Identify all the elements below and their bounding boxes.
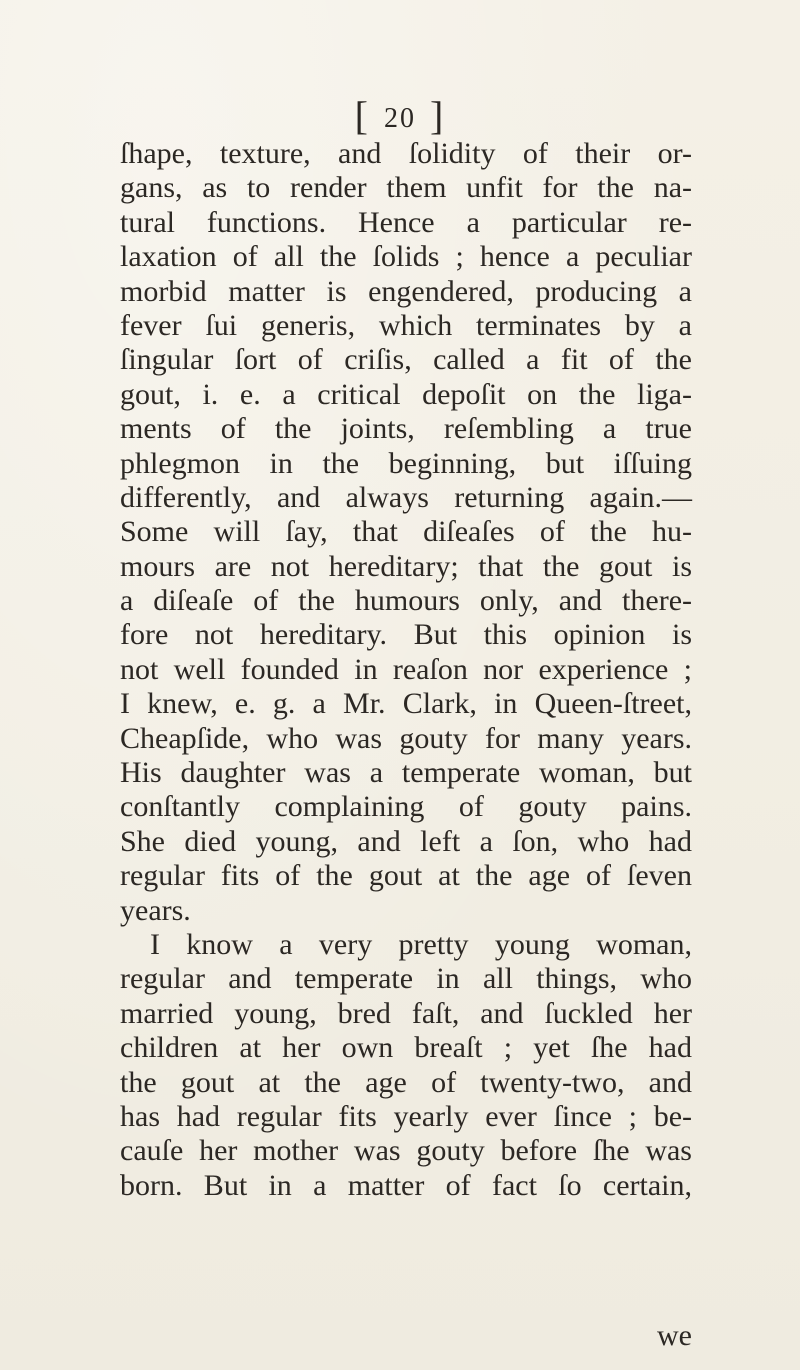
- header-close-bracket: ]: [430, 93, 446, 138]
- text-line: phlegmon in the beginning, but iſſuing: [120, 446, 692, 480]
- text-line: Some will ſay, that diſeaſes of the hu-: [120, 515, 692, 549]
- text-line: I knew, e. g. a Mr. Clark, in Queen-ſtreet,: [120, 687, 692, 721]
- text-line: regular fits of the gout at the age of ſeven: [120, 859, 692, 893]
- text-line: children at her own breaſt ; yet ſhe had: [120, 1031, 692, 1065]
- text-line: His daughter was a temperate woman, but: [120, 756, 692, 790]
- header-open-bracket: [: [354, 93, 370, 138]
- page-number: 20: [384, 103, 416, 134]
- text-line: born. But in a matter of fact ſo certain,: [120, 1168, 692, 1202]
- text-line: conſtantly complaining of gouty pains.: [120, 790, 692, 824]
- text-line: laxation of all the ſolids ; hence a peculiar: [120, 240, 692, 274]
- text-line: married young, bred faſt, and ſuckled her: [120, 996, 692, 1030]
- text-line: fever ſui generis, which terminates by a: [120, 308, 692, 342]
- text-line: differently, and always returning again.—: [120, 480, 692, 514]
- text-line: ſhape, texture, and ſolidity of their or-: [120, 137, 692, 170]
- text-line: not well founded in reaſon nor experience ;: [120, 652, 692, 686]
- text-line: gans, as to render them unfit for the na-: [120, 171, 692, 205]
- text-line: Cheapſide, who was gouty for many years.: [120, 721, 692, 755]
- text-line: morbid matter is engendered, producing a: [120, 274, 692, 308]
- text-line: I know a very pretty young woman,: [150, 927, 692, 961]
- body-text: [120, 137, 692, 1203]
- text-line: regular and temperate in all things, who: [120, 962, 692, 996]
- text-line: ſingular ſort of criſis, called a fit of the: [120, 343, 692, 377]
- text-line: years.: [120, 893, 191, 927]
- text-line: She died young, and left a ſon, who had: [120, 824, 692, 858]
- text-line: the gout at the age of twenty-two, and: [120, 1065, 692, 1099]
- text-line: a diſeaſe of the humours only, and there-: [120, 584, 692, 618]
- text-line: ments of the joints, reſembling a true: [120, 412, 692, 446]
- text-line: has had regular fits yearly ever ſince ; be-: [120, 1099, 692, 1133]
- text-line: cauſe her mother was gouty before ſhe was: [120, 1134, 692, 1168]
- text-line: tural functions. Hence a particular re-: [120, 205, 692, 239]
- text-line: fore not hereditary. But this opinion is: [120, 618, 692, 652]
- text-line: gout, i. e. a critical depoſit on the liga-: [120, 377, 692, 411]
- page-header: [0, 92, 800, 139]
- catchword: we: [657, 1319, 692, 1352]
- text-line: mours are not hereditary; that the gout is: [120, 549, 692, 583]
